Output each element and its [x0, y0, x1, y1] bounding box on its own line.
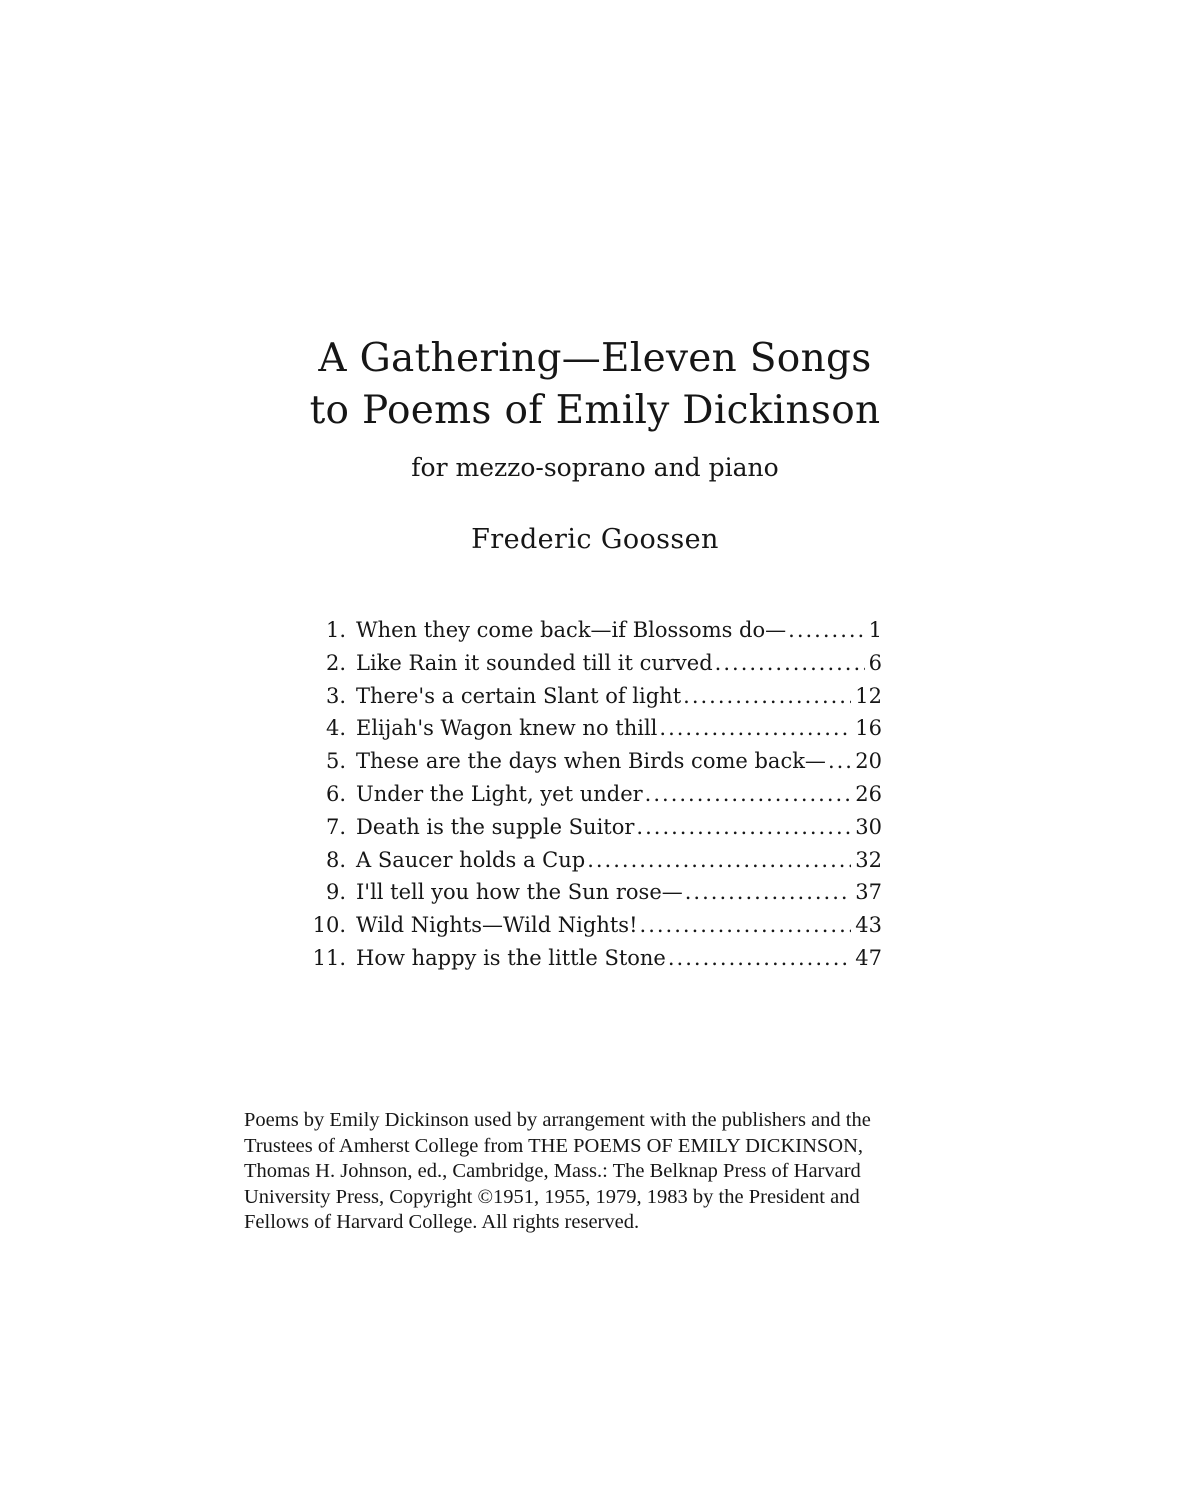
toc-page-number: 37: [855, 880, 882, 905]
toc-page-number: 20: [855, 749, 882, 774]
toc-entry-9: [300, 880, 882, 913]
toc-number: 4.: [325, 716, 346, 741]
copyright-line: Trustees of Amherst College from THE POEMS OF EMILY DICKINSON,: [244, 1134, 864, 1157]
toc-title: Death is the supple Suitor: [356, 814, 635, 839]
toc-page-number: 32: [855, 847, 882, 872]
toc-leader-dots: [643, 782, 852, 806]
toc-title: A Saucer holds a Cup: [356, 847, 586, 872]
toc-title: Wild Nights—Wild Nights!: [356, 913, 638, 938]
toc-title: Under the Light, yet under: [356, 781, 643, 806]
toc-title: When they come back—if Blossoms do—: [356, 618, 787, 642]
toc-title: These are the days when Birds come back—: [356, 749, 826, 774]
toc-entry-10: [300, 913, 882, 946]
toc-number: 2.: [325, 650, 346, 675]
toc-leader-dots: [585, 848, 851, 872]
toc-page-number: 26: [855, 781, 882, 806]
toc-leader-dots: [681, 684, 851, 708]
table-of-contents: [300, 618, 882, 979]
toc-entry-11: [300, 946, 882, 979]
toc-leader-dots: [786, 618, 864, 642]
toc-number: 10.: [312, 913, 346, 938]
copyright-line: University Press, Copyright ©1951, 1955, 1979, 1983 by the President and: [244, 1185, 860, 1208]
copyright-line: Thomas H. Johnson, ed., Cambridge, Mass.: The Belknap Press of Harvard: [244, 1160, 861, 1182]
toc-leader-dots: [683, 880, 852, 904]
toc-leader-dots: [666, 946, 851, 970]
toc-leader-dots: [634, 815, 851, 839]
title-block: [0, 333, 1190, 557]
toc-number: 1.: [325, 618, 346, 642]
toc-title: How happy is the little Stone: [356, 945, 666, 970]
subtitle: for mezzo-soprano and piano: [411, 453, 779, 482]
composer-name: Frederic Goossen: [471, 524, 719, 555]
page-title-line-1: A Gathering—Eleven Songs: [318, 336, 872, 381]
toc-number: 8.: [325, 847, 346, 872]
copyright-line: Fellows of Harvard College. All rights reserved.: [244, 1211, 640, 1233]
toc-entry-5: [300, 749, 882, 782]
toc-page-number: 12: [855, 683, 882, 708]
toc-page-number: 30: [855, 814, 882, 839]
toc-title: I'll tell you how the Sun rose—: [356, 880, 683, 905]
toc-leader-dots: [826, 749, 851, 773]
toc-page-number: 47: [855, 945, 882, 970]
page-title-line-2: to Poems of Emily Dickinson: [309, 388, 881, 433]
toc-entry-3: [300, 684, 882, 717]
toc-entry-7: [300, 815, 882, 848]
toc-title: Like Rain it sounded till it curved: [356, 650, 713, 675]
toc-page-number: 1: [868, 618, 882, 642]
toc-entry-4: [300, 716, 882, 749]
toc-number: 5.: [325, 749, 346, 774]
copyright-line: Poems by Emily Dickinson used by arrangement with the publishers and the: [244, 1109, 871, 1131]
toc-page-number: 6: [868, 650, 882, 675]
toc-entry-6: [300, 782, 882, 815]
toc-title: Elijah's Wagon knew no thill: [356, 716, 658, 741]
toc-entry-2: [300, 651, 882, 684]
toc-number: 7.: [325, 814, 346, 839]
toc-leader-dots: [638, 913, 852, 937]
toc-title: There's a certain Slant of light: [356, 683, 682, 708]
toc-number: 11.: [312, 945, 346, 970]
toc-page-number: 16: [855, 716, 882, 741]
toc-entry-8: [300, 848, 882, 881]
toc-leader-dots: [713, 651, 865, 675]
toc-number: 3.: [325, 683, 346, 708]
copyright-notice: [244, 1108, 974, 1236]
toc-number: 6.: [325, 781, 346, 806]
toc-number: 9.: [325, 880, 346, 905]
toc-entry-1: [300, 618, 882, 651]
toc-leader-dots: [657, 716, 851, 740]
toc-page-number: 43: [855, 913, 882, 938]
